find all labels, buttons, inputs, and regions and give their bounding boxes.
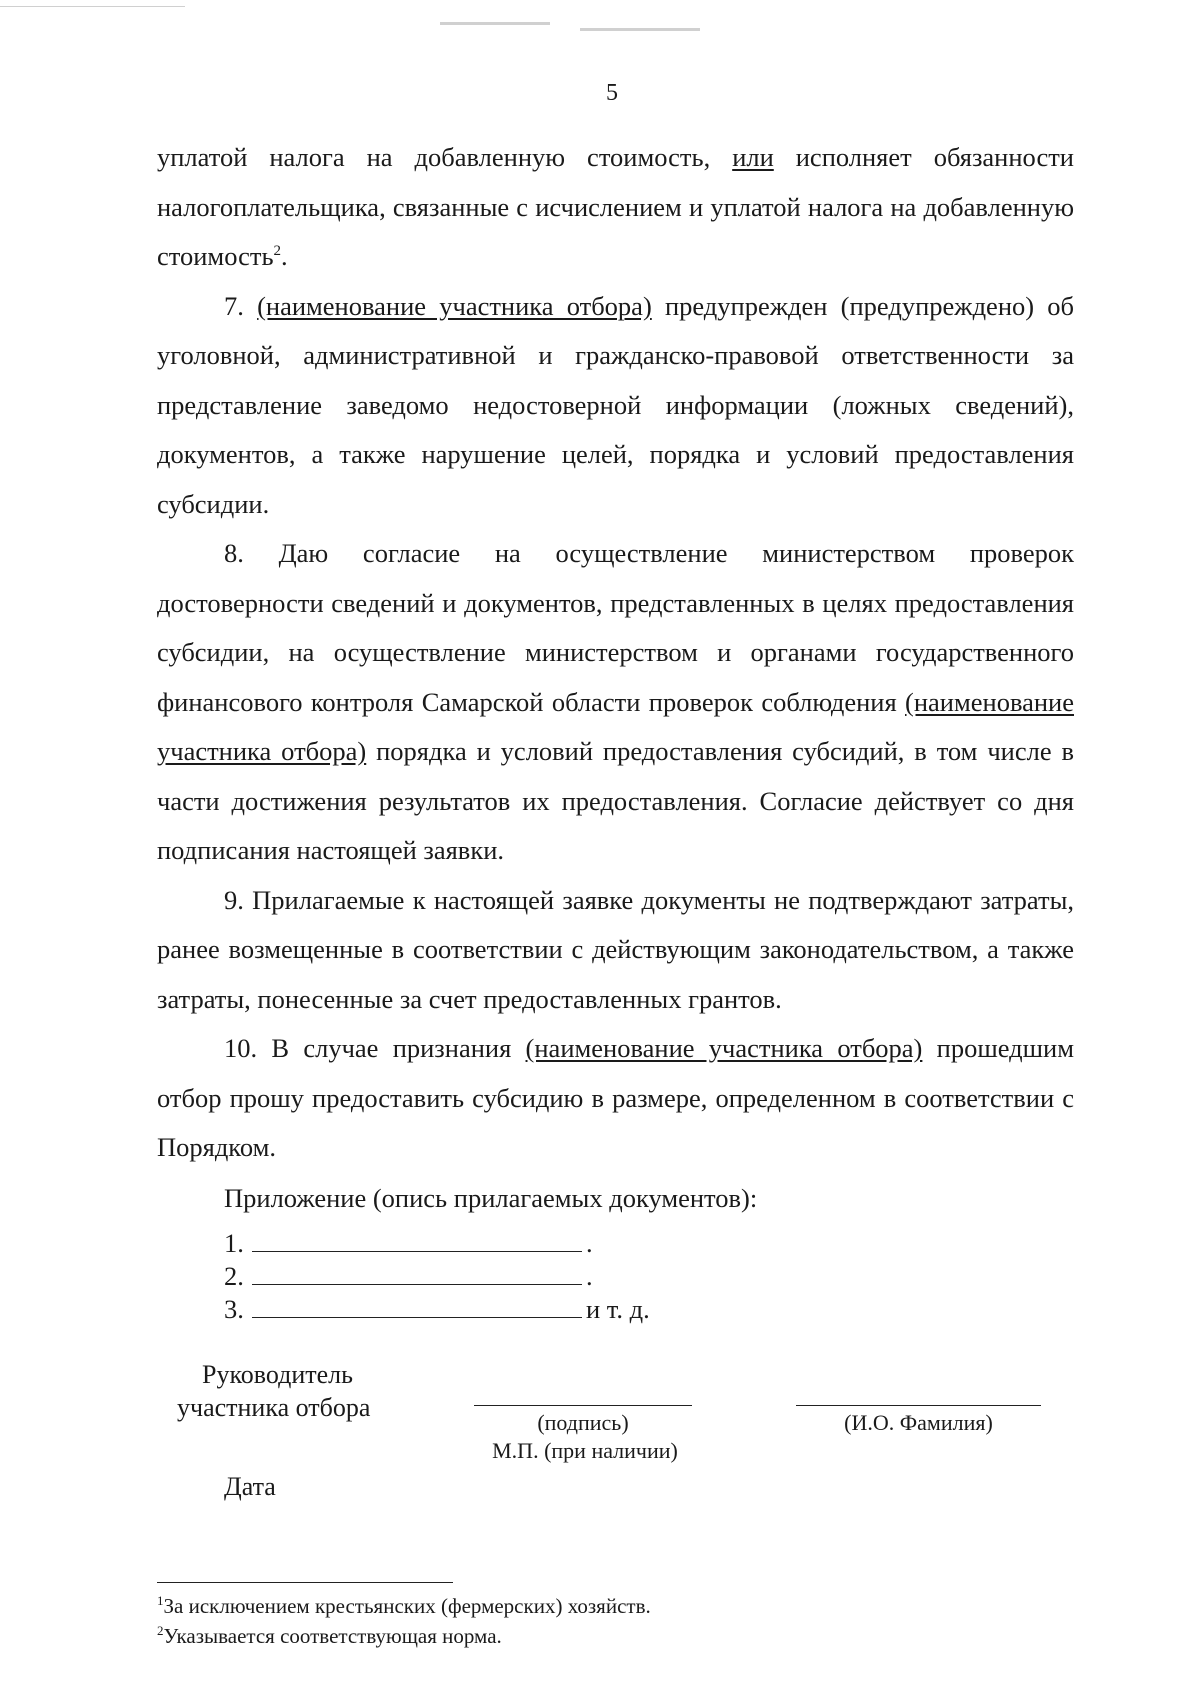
name-line	[796, 1405, 1041, 1406]
text-run: предупрежден (предупреждено) об уголовной, административной и гражданско-правовой ответственности за представление заведомо недостоверной информации (ложных сведений), документов, а также нарушение целей, порядка и условий предоставления субсидии.	[157, 290, 1074, 519]
scan-artifact	[580, 28, 700, 31]
participant-name-placeholder: (наименование участника отбора)	[257, 290, 652, 321]
blank-fill-line	[252, 1227, 582, 1252]
paragraph-continuation	[157, 133, 1074, 282]
paragraph-7	[157, 282, 1074, 530]
signature-caption: (подпись)	[537, 1410, 629, 1435]
participant-name-placeholder: (наименование участника отбора)	[157, 686, 1074, 766]
document-body	[157, 133, 1074, 1173]
footnotes	[157, 1591, 651, 1651]
text-run: 8. Даю согласие на осуществление министерством проверок достоверности сведений и документов, представленных в целях предоставления субсидии, на осуществление министерством и органами государственного финансового контроля Самарской области проверок соблюдения	[157, 538, 1074, 717]
text-run: .	[281, 241, 288, 271]
text-run: прошедшим отбор прошу предоставить субсидию в размере, определенном в соответствии с Порядком.	[157, 1033, 1075, 1162]
participant-name-placeholder: (наименование участника отбора)	[525, 1033, 923, 1063]
signatory-title-line2: участника отбора	[177, 1393, 371, 1422]
scan-artifact	[0, 6, 185, 7]
text-run: порядка и условий предоставления субсидий, в том числе в части достижения результатов их предоставления. Согласие действует со дня подписания настоящей заявки.	[157, 736, 1074, 865]
paragraph-9: 9. Прилагаемые к настоящей заявке документы не подтверждают затраты, ранее возмещенные в соответствии с действующим законодательством, а также затраты, понесенные за счет предоставленных грантов.	[157, 884, 1074, 1014]
underlined-or: или	[732, 142, 774, 172]
page-number: 5	[606, 80, 618, 106]
footnote	[157, 1591, 651, 1621]
footnote-mark: 2	[157, 1623, 164, 1638]
footnote-mark: 1	[157, 1593, 164, 1608]
paragraph-8	[157, 529, 1074, 876]
list-item	[224, 1260, 650, 1293]
text-run: исполняет обязанности налогоплательщика, связанные с исчислением и уплатой налога на добавленную стоимость	[157, 142, 1074, 271]
appendix-title: Приложение (опись прилагаемых документов):	[224, 1183, 758, 1213]
blank-fill-line	[252, 1293, 582, 1318]
paragraph-10	[157, 1024, 1074, 1173]
footnote-separator	[157, 1582, 453, 1583]
list-item-number: 2.	[224, 1261, 244, 1291]
list-item-number: 3.	[224, 1294, 244, 1324]
signature-line	[474, 1405, 692, 1406]
list-item-tail: .	[586, 1228, 593, 1258]
list-item	[224, 1227, 650, 1260]
footnote	[157, 1621, 651, 1651]
signatory-title-line1: Руководитель	[202, 1360, 353, 1389]
appendix-list	[224, 1227, 650, 1326]
list-item-tail: .	[586, 1261, 593, 1291]
list-item-number: 1.	[224, 1228, 244, 1258]
scan-artifact	[440, 22, 550, 25]
date-label: Дата	[224, 1472, 276, 1501]
footnote-text: За исключением крестьянских (фермерских) хозяйств.	[163, 1594, 651, 1618]
blank-fill-line	[252, 1260, 582, 1285]
text-run: 7.	[224, 290, 258, 321]
text-run: 10. В случае признания	[224, 1033, 526, 1063]
footnote-reference: 2	[273, 243, 282, 260]
name-caption: (И.О. Фамилия)	[844, 1410, 993, 1435]
stamp-caption: М.П. (при наличии)	[492, 1438, 678, 1463]
footnote-text: Указывается соответствующая норма.	[163, 1624, 502, 1648]
text-run: уплатой налога на добавленную стоимость,	[157, 142, 733, 172]
list-item	[224, 1293, 650, 1326]
list-item-tail: и т. д.	[586, 1294, 650, 1324]
